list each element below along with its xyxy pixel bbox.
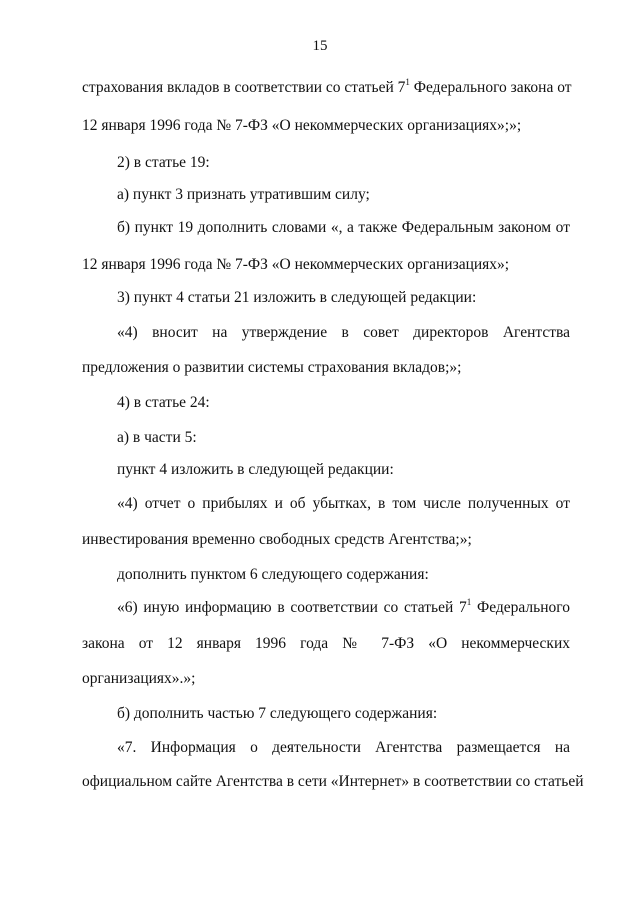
text-line: а) пункт 3 признать утратившим силу; <box>117 186 370 203</box>
text-line: б) дополнить частью 7 следующего содержания: <box>117 705 438 722</box>
text-line: инвестирования временно свободных средств Агентства;»; <box>82 531 472 548</box>
page-number: 15 <box>312 38 328 54</box>
text-line: 3) пункт 4 статьи 21 изложить в следующей редакции: <box>117 289 477 306</box>
text-line: «4) отчет о прибылях и об убытках, в том числе полученных от <box>117 495 570 512</box>
text-line: дополнить пунктом 6 следующего содержания: <box>117 566 429 583</box>
text-line: официальном сайте Агентства в сети «Интернет» в соответствии со статьей <box>82 773 584 790</box>
text-line: б) пункт 19 дополнить словами «, а также Федеральным законом от <box>117 219 570 236</box>
text-line: 12 января 1996 года № 7-ФЗ «О некоммерческих организациях»;»; <box>82 117 522 134</box>
text-line: 12 января 1996 года № 7-ФЗ «О некоммерческих организациях»; <box>82 256 510 273</box>
text-line: пункт 4 изложить в следующей редакции: <box>117 461 394 478</box>
text-line: закона от 12 января 1996 года № 7-ФЗ «О некоммерческих <box>82 635 570 652</box>
text-line: 4) в статье 24: <box>117 394 210 411</box>
text-line: страхования вкладов в соответствии со статьей $7^1$ Федерального закона от <box>82 77 572 96</box>
text-line: «7. Информация о деятельности Агентства размещается на <box>117 739 570 756</box>
text-line: «4) вносит на утверждение в совет директоров Агентства <box>117 324 570 341</box>
text-line: 2) в статье 19: <box>117 154 210 171</box>
text-line: а) в части 5: <box>117 429 197 446</box>
text-line: организациях».»; <box>82 670 196 687</box>
text-line: предложения о развитии системы страхования вкладов;»; <box>82 359 462 376</box>
text-line: «6) иную информацию в соответствии со статьей $7^1$ Федерального <box>117 597 570 616</box>
